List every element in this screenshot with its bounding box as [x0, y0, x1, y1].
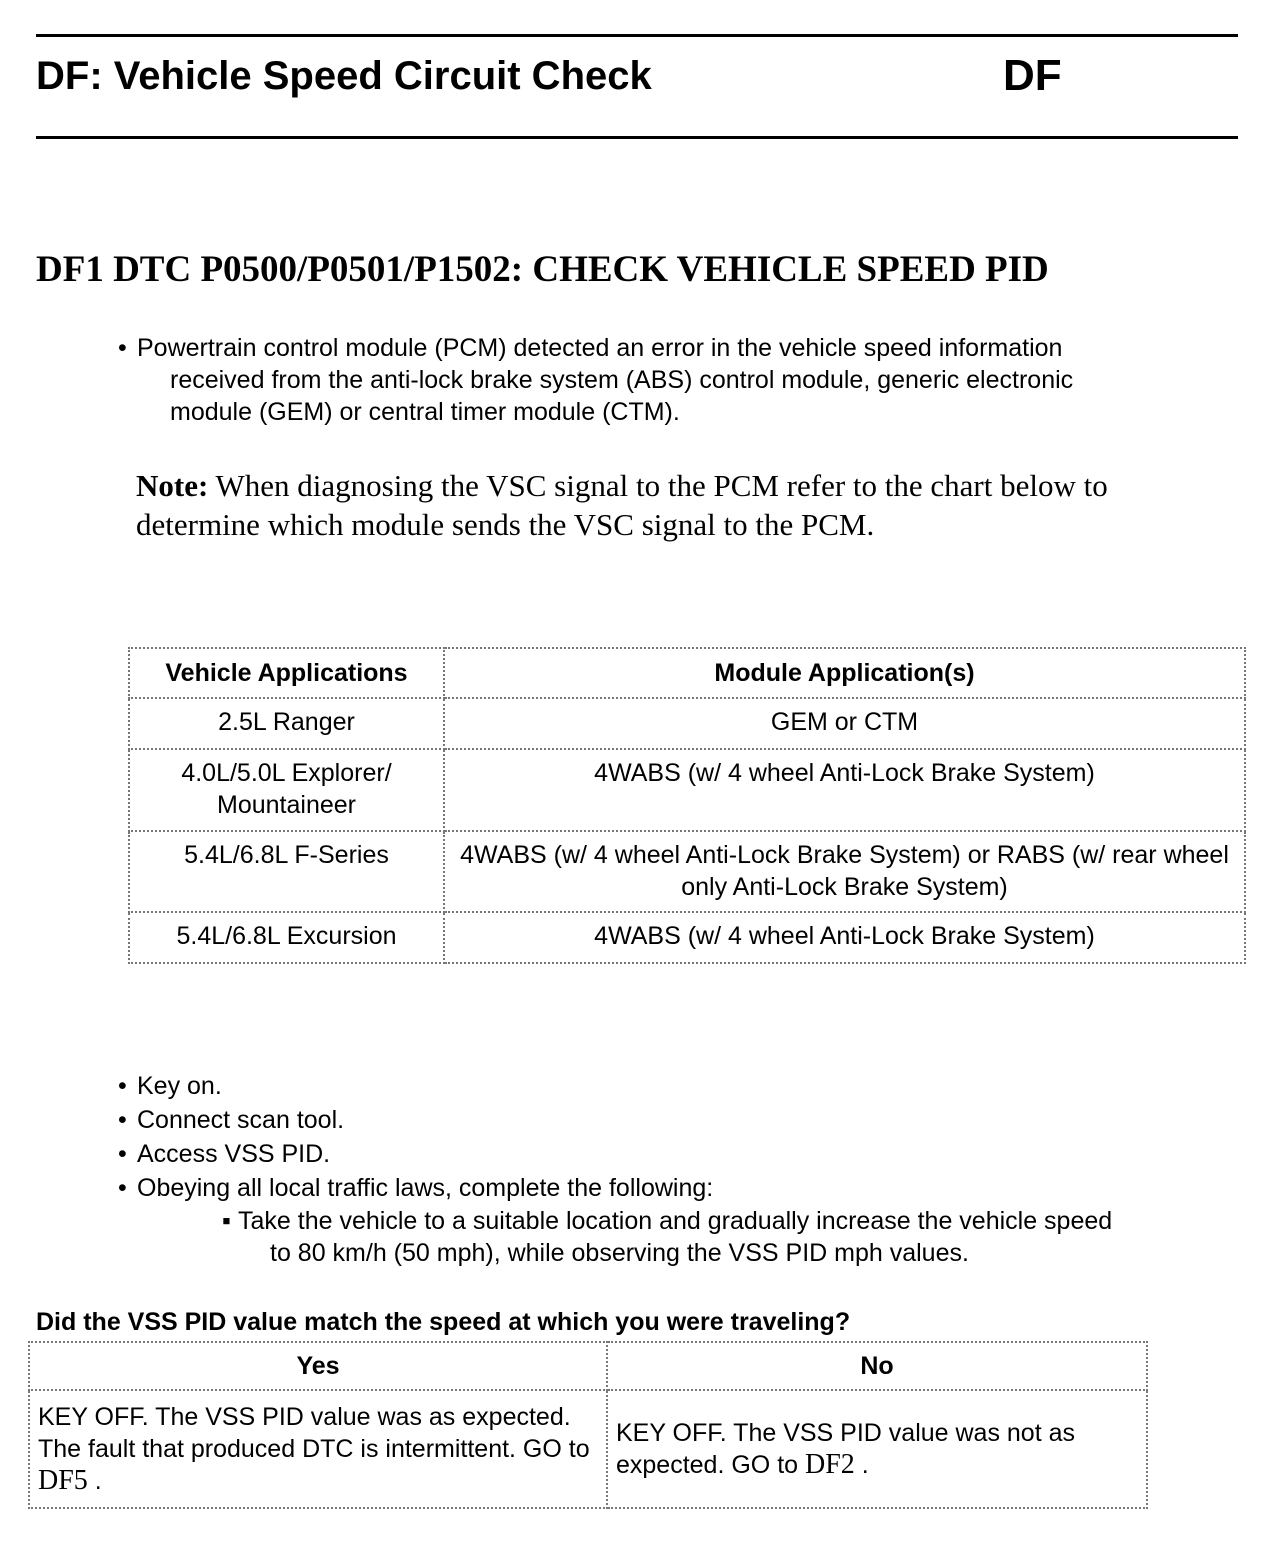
no-end: .	[854, 1451, 869, 1479]
bullet-dot-icon: •	[118, 1174, 127, 1202]
answer-table	[28, 1341, 1148, 1509]
page-title: DF: Vehicle Speed Circuit Check	[36, 54, 652, 98]
table-header-row	[129, 648, 1245, 698]
top-rule	[36, 34, 1238, 37]
vehicle-cell: 2.5L Ranger	[129, 698, 444, 749]
vehicle-cell	[129, 749, 444, 831]
bullet-dot-icon: •	[118, 1140, 127, 1168]
intro-line-3: module (GEM) or central timer module (CTM).	[170, 398, 680, 426]
module-application-table	[128, 647, 1246, 964]
table-header-row	[29, 1342, 1147, 1390]
page-code: DF	[1003, 51, 1062, 100]
no-cell	[607, 1390, 1147, 1508]
intro-line-2: received from the anti-lock brake system (ABS) control module, generic electronic	[170, 366, 1074, 394]
yes-cell	[29, 1390, 607, 1508]
step-text: Key on.	[137, 1072, 222, 1100]
section-title: DF1 DTC P0500/P0501/P1502: CHECK VEHICLE SPEED PID	[36, 249, 1049, 290]
list-item	[118, 1104, 1218, 1138]
square-bullet-icon: ▪	[222, 1207, 231, 1235]
column-header-vehicle: Vehicle Applications	[129, 648, 444, 698]
module-cell: GEM or CTM	[444, 698, 1245, 749]
column-header-module: Module Application(s)	[444, 648, 1245, 698]
table-row	[129, 912, 1245, 963]
table-row	[29, 1390, 1147, 1508]
module-cell: 4WABS (w/ 4 wheel Anti-Lock Brake System)	[444, 749, 1245, 831]
list-item	[118, 1138, 1218, 1172]
intro-bullet	[118, 332, 1217, 428]
sub-step-line-2: to 80 km/h (50 mph), while observing the VSS PID mph values.	[270, 1239, 969, 1267]
step-text: Obeying all local traffic laws, complete the following:	[137, 1174, 714, 1202]
yes-end: .	[87, 1467, 102, 1495]
df2-link[interactable]: DF2	[805, 1449, 855, 1480]
step-list	[118, 1070, 1218, 1206]
header-bottom-rule	[36, 136, 1238, 139]
list-item	[118, 1172, 1218, 1206]
table-row	[129, 698, 1245, 749]
bullet-dot-icon: •	[118, 334, 127, 362]
module-cell: 4WABS (w/ 4 wheel Anti-Lock Brake System)	[444, 912, 1245, 963]
vehicle-cell-text: 4.0L/5.0L Explorer/ Mountaineer	[181, 759, 392, 819]
table-row	[129, 831, 1245, 912]
intro-line-1: Powertrain control module (PCM) detected an error in the vehicle speed information	[137, 334, 1063, 362]
list-item	[118, 1070, 1218, 1104]
note-label: Note:	[136, 468, 209, 503]
note-text: When diagnosing the VSC signal to the PCM refer to the chart below to determine which module sends the VSC signal to the PCM.	[136, 468, 1108, 542]
diagnostic-question: Did the VSS PID value match the speed at which you were traveling?	[36, 1308, 851, 1336]
vehicle-cell: 5.4L/6.8L F-Series	[129, 831, 444, 912]
no-header: No	[607, 1342, 1147, 1390]
step-text: Access VSS PID.	[137, 1140, 331, 1168]
no-text: KEY OFF. The VSS PID value was not as expected. GO to	[616, 1419, 1076, 1479]
table-row	[129, 749, 1245, 831]
module-cell: 4WABS (w/ 4 wheel Anti-Lock Brake System) or RABS (w/ rear wheel only Anti-Lock Brake System)	[444, 831, 1245, 912]
step-text: Connect scan tool.	[137, 1106, 345, 1134]
vehicle-cell: 5.4L/6.8L Excursion	[129, 912, 444, 963]
sub-step	[222, 1205, 1222, 1269]
bullet-dot-icon: •	[118, 1072, 127, 1100]
df5-link[interactable]: DF5	[38, 1465, 88, 1496]
yes-header: Yes	[29, 1342, 607, 1390]
note-paragraph	[136, 466, 1206, 544]
sub-step-line-1: Take the vehicle to a suitable location and gradually increase the vehicle speed	[238, 1207, 1113, 1235]
bullet-dot-icon: •	[118, 1106, 127, 1134]
yes-text: KEY OFF. The VSS PID value was as expected. The fault that produced DTC is intermittent. GO to	[38, 1403, 590, 1463]
